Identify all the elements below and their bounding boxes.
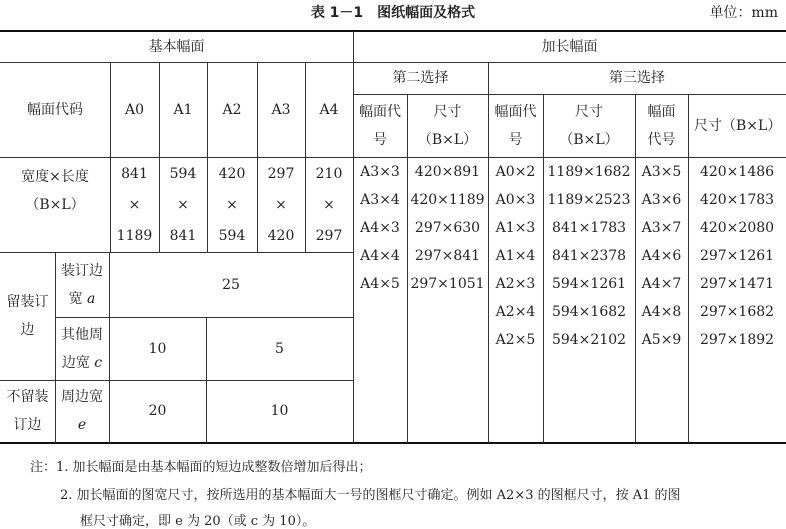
- width-1: [159, 158, 207, 189]
- third-a-code: [488, 186, 543, 214]
- length-0: [110, 220, 159, 251]
- third-b-size-text: 420×1486: [699, 164, 775, 180]
- e-label-var: e: [77, 417, 87, 433]
- third-b-size-text: 420×2080: [699, 220, 775, 236]
- c-value-2-text: 5: [275, 340, 284, 357]
- col-header-4: [635, 94, 688, 157]
- length-4-text: 297: [315, 227, 343, 244]
- times-1-text: ×: [177, 196, 189, 213]
- e-value-1-text: 20: [148, 403, 167, 419]
- third-a-code: [488, 158, 543, 186]
- size-label: [0, 162, 110, 192]
- third-a-size-text: 841×2378: [551, 248, 627, 264]
- code-0: [110, 62, 159, 157]
- width-0: [110, 158, 159, 189]
- col-header-5: [688, 94, 786, 157]
- length-1-text: 841: [169, 227, 197, 244]
- second-size-text: 297×841: [414, 248, 481, 264]
- e-value-1: [109, 380, 206, 442]
- e-value-2-text: 10: [270, 403, 289, 419]
- second-size: [407, 186, 488, 214]
- note-2-cont: 框尺寸确定，即 e 为 20（或 c 为 10）。: [80, 514, 316, 529]
- third-a-size: [543, 214, 635, 242]
- third-a-size: [543, 270, 635, 298]
- third-b-size: [688, 298, 786, 326]
- c-value-2: [206, 317, 353, 380]
- second-code: [353, 270, 407, 298]
- second-code-text: A3×4: [360, 192, 400, 208]
- third-a-size: [543, 186, 635, 214]
- third-b-code-text: A4×6: [641, 248, 682, 264]
- second-size: [407, 270, 488, 298]
- third-b-code: [635, 298, 688, 326]
- second-size: [407, 158, 488, 186]
- second-code-text: A4×5: [360, 276, 400, 292]
- bind-group-label-text: 留装订边: [6, 294, 49, 338]
- basic-header: [0, 31, 353, 62]
- third-a-code-text: A1×3: [495, 220, 536, 236]
- code-label-text: 幅面代码: [27, 101, 83, 118]
- third-a-code-text: A2×4: [495, 304, 536, 320]
- third-b-size: [688, 242, 786, 270]
- length-1: [159, 220, 207, 251]
- third-a-code: [488, 242, 543, 270]
- c-value-1: [109, 317, 206, 380]
- code-4: [305, 62, 353, 157]
- third-a-size: [543, 242, 635, 270]
- third-a-size-text: 1189×1682: [547, 164, 631, 180]
- width-0-text: 841: [121, 165, 148, 182]
- col-header-1: [407, 94, 488, 157]
- c-label: [55, 317, 109, 380]
- times-4: [305, 189, 353, 220]
- third-b-size-text: 297×1892: [699, 332, 775, 348]
- a-label: [55, 252, 109, 317]
- note-1: 注：1. 加长幅面是由基本幅面的短边成整数倍增加后得出；: [30, 460, 372, 475]
- e-label-text: 周边宽 e: [61, 389, 103, 433]
- third-b-code-text: A3×6: [641, 192, 682, 208]
- second-size-text: 420×1189: [410, 192, 485, 208]
- times-1: [159, 189, 207, 220]
- second-choice-header-text: 第二选择: [392, 70, 449, 86]
- third-a-code: [488, 270, 543, 298]
- col-header-0-text: 幅面代号: [359, 103, 401, 148]
- col-header-3-text: 尺寸（B×L）: [559, 103, 619, 148]
- third-b-code-text: A4×8: [641, 304, 682, 320]
- width-2: [207, 158, 257, 189]
- length-2: [207, 220, 257, 251]
- third-b-code-text: A3×5: [641, 164, 682, 180]
- a-value-text: 25: [222, 276, 240, 293]
- length-3: [257, 220, 305, 251]
- c-label-text: 其他周边宽 c: [61, 326, 103, 371]
- times-2: [207, 189, 257, 220]
- second-code: [353, 158, 407, 186]
- width-4-text: 210: [315, 165, 343, 182]
- nobind-group-label-text: 不留装订边: [6, 389, 49, 433]
- third-a-size: [543, 326, 635, 354]
- second-size: [407, 242, 488, 270]
- third-a-size-text: 594×2102: [551, 332, 627, 348]
- third-b-size-text: 420×1783: [699, 192, 775, 208]
- second-code-text: A4×3: [360, 220, 400, 236]
- second-code: [353, 214, 407, 242]
- third-a-size: [543, 158, 635, 186]
- third-a-code-text: A2×3: [495, 276, 536, 292]
- basic-header-text: 基本幅面: [148, 38, 205, 55]
- second-code-text: A3×3: [360, 164, 400, 180]
- third-b-code: [635, 326, 688, 354]
- note-2: 2. 加长幅面的图宽尺寸，按所选用的基本幅面大一号的图框尺寸确定。例如 A2×3 的图框尺寸，按 A1 的图: [60, 488, 681, 503]
- third-a-code: [488, 298, 543, 326]
- third-choice-header-text: 第三选择: [609, 70, 665, 86]
- length-2-text: 594: [218, 227, 246, 244]
- third-b-size: [688, 326, 786, 354]
- width-1-text: 594: [169, 165, 197, 182]
- extended-header: [353, 31, 786, 62]
- length-4: [305, 220, 353, 251]
- third-a-code-text: A2×5: [495, 332, 536, 348]
- code-3-text: A3: [271, 101, 291, 118]
- extended-header-text: 加长幅面: [541, 38, 598, 55]
- third-b-size: [688, 270, 786, 298]
- length-3-text: 420: [267, 227, 295, 244]
- third-choice-header: [488, 62, 786, 94]
- c-label-var: c: [89, 354, 103, 371]
- third-b-code: [635, 158, 688, 186]
- third-b-size: [688, 186, 786, 214]
- width-3: [257, 158, 305, 189]
- second-code-text: A4×4: [360, 248, 400, 264]
- code-4-text: A4: [319, 101, 339, 118]
- third-b-code-text: A5×9: [641, 332, 682, 348]
- e-value-2: [206, 380, 353, 442]
- third-a-code: [488, 326, 543, 354]
- col-header-1-text: 尺寸（B×L）: [417, 103, 478, 148]
- code-1: [159, 62, 207, 157]
- nobind-group-label: [0, 380, 55, 442]
- third-b-size: [688, 214, 786, 242]
- table-title: 表 1－1 图纸幅面及格式: [310, 5, 476, 21]
- third-a-size-text: 841×1783: [551, 220, 627, 236]
- width-4: [305, 158, 353, 189]
- col-header-5-text: 尺寸（B×L）: [694, 117, 782, 134]
- times-3-text: ×: [275, 196, 287, 213]
- times-0: [110, 189, 159, 220]
- second-size-text: 420×891: [414, 164, 481, 180]
- third-b-code-text: A3×7: [641, 220, 682, 236]
- third-a-size: [543, 298, 635, 326]
- code-0-text: A0: [124, 101, 145, 118]
- third-b-code: [635, 186, 688, 214]
- a-label-text: 装订边宽 a: [61, 262, 103, 307]
- times-2-text: ×: [226, 196, 238, 213]
- col-header-3: [543, 94, 635, 157]
- code-label: [0, 62, 110, 157]
- third-a-size-text: 1189×2523: [547, 192, 631, 208]
- second-size-text: 297×630: [414, 220, 481, 236]
- col-header-4-text: 幅面代号: [647, 103, 676, 148]
- second-choice-header: [353, 62, 488, 94]
- c-value-1-text: 10: [148, 340, 167, 357]
- third-b-size-text: 297×1471: [699, 276, 775, 292]
- third-b-code-text: A4×7: [641, 276, 682, 292]
- col-header-2-text: 幅面代号: [494, 103, 537, 148]
- a-value: [109, 252, 353, 317]
- length-0-text: 1189: [116, 227, 153, 244]
- third-b-code: [635, 270, 688, 298]
- third-b-size-text: 297×1682: [699, 304, 775, 320]
- third-a-size-text: 594×1261: [551, 276, 627, 292]
- times-3: [257, 189, 305, 220]
- a-label-var: a: [82, 290, 96, 307]
- third-b-size: [688, 158, 786, 186]
- width-2-text: 420: [218, 165, 246, 182]
- unit-label: 单位：mm: [709, 5, 778, 21]
- times-0-text: ×: [128, 196, 141, 213]
- code-3: [257, 62, 305, 157]
- width-3-text: 297: [267, 165, 295, 182]
- size-label-bl-text: （B×L）: [25, 197, 85, 213]
- code-2: [207, 62, 257, 157]
- third-a-size-text: 594×1682: [551, 304, 627, 320]
- e-label: [55, 380, 109, 442]
- col-header-2: [488, 94, 543, 157]
- second-size: [407, 214, 488, 242]
- third-b-code: [635, 214, 688, 242]
- size-label-bl: [0, 190, 110, 220]
- bottom-rule: [0, 442, 786, 444]
- second-size-text: 297×1051: [410, 276, 485, 292]
- col-header-0: [353, 94, 407, 157]
- code-2-text: A2: [222, 101, 242, 118]
- second-code: [353, 242, 407, 270]
- size-label-text: 宽度×长度: [21, 169, 89, 185]
- third-b-size-text: 297×1261: [699, 248, 775, 264]
- third-a-code: [488, 214, 543, 242]
- code-1-text: A1: [173, 101, 193, 118]
- third-a-code-text: A0×2: [495, 164, 536, 180]
- second-code: [353, 186, 407, 214]
- third-b-code: [635, 242, 688, 270]
- bind-group-label: [0, 252, 55, 380]
- third-a-code-text: A0×3: [495, 192, 536, 208]
- times-4-text: ×: [323, 196, 335, 213]
- third-a-code-text: A1×4: [495, 248, 536, 264]
